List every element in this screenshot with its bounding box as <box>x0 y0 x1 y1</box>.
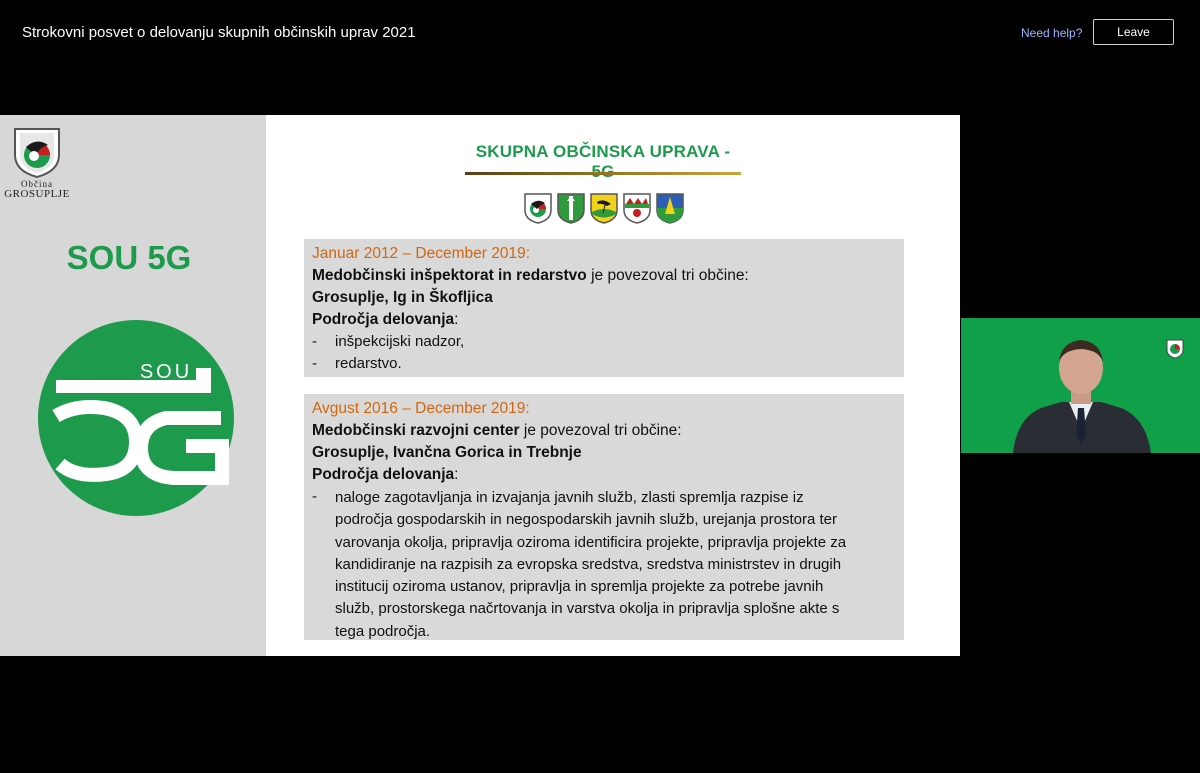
box2-areas-bold: Področja delovanja <box>312 466 455 483</box>
box1-areas-heading <box>312 311 458 329</box>
box1-line1-rest: je povezoval tri občine: <box>586 267 749 284</box>
paragraph-line: področja gospodarskih in negospodarskih javnih služb, urejanja prostora ter <box>335 511 837 529</box>
participant-video-tile[interactable] <box>961 318 1200 453</box>
need-help-link[interactable]: Need help? <box>1021 26 1083 40</box>
paragraph-line: tega področja. <box>335 622 431 640</box>
list-item: - redarstvo. <box>312 355 402 372</box>
box2-date-range: Avgust 2016 – December 2019: <box>312 400 530 417</box>
heading-underline <box>465 172 741 175</box>
box1-areas-colon: : <box>454 311 459 328</box>
list-item: - inšpekcijski nadzor, <box>312 333 465 350</box>
municipality-crests <box>523 192 685 224</box>
grosuplje-crest-icon <box>523 192 553 224</box>
box2-areas-colon: : <box>454 466 459 483</box>
info-box-razvojni-center <box>304 394 904 640</box>
paragraph-line: institucij oziroma ustanov, pripravlja in spremlja projekte za potrebe javnih <box>335 578 824 596</box>
box1-date-range: Januar 2012 – December 2019: <box>312 245 531 262</box>
speaker-video-icon <box>961 318 1200 453</box>
logo-line1: Občina <box>21 179 53 189</box>
skofljica-crest-icon <box>589 192 619 224</box>
box2-line1-bold: Medobčinski razvojni center <box>312 422 520 439</box>
leave-button[interactable]: Leave <box>1093 19 1174 45</box>
box1-bullet-text: inšpekcijski nadzor, <box>335 333 465 350</box>
box1-bullet-text: redarstvo. <box>335 355 402 372</box>
trebnje-crest-icon <box>655 192 685 224</box>
info-box-inspektorat <box>304 239 904 377</box>
slide-left-panel <box>0 115 266 656</box>
logo-wordmark <box>4 179 70 199</box>
meeting-top-bar <box>0 0 1200 64</box>
paragraph-line: kandidiranje na razpisih za evropska sredstva, sredstva ministrstev in drugih <box>335 555 842 573</box>
ig-crest-icon <box>556 192 586 224</box>
ivancna-gorica-crest-icon <box>622 192 652 224</box>
slide-heading: SKUPNA OBČINSKA UPRAVA - <box>475 142 731 161</box>
paragraph-line: naloge zagotavljanja in izvajanja javnih služb, zlasti spremlja razpise iz <box>335 489 804 506</box>
box2-line1-rest: je povezoval tri občine: <box>519 422 682 439</box>
sou-5g-logo <box>36 318 236 518</box>
shared-slide <box>0 115 960 656</box>
logo-line2: GROSUPLJE <box>4 188 70 200</box>
box1-line1-bold: Medobčinski inšpektorat in redarstvo <box>312 267 587 284</box>
grosuplje-crest-icon <box>12 125 62 179</box>
paragraph-line: služb, prostorskega načrtovanja in varstva okolja in pripravlja splošne akte s <box>335 600 840 618</box>
meeting-title: Strokovni posvet o delovanju skupnih občinskih uprav 2021 <box>22 24 416 41</box>
paragraph-line: varovanja okolja, pripravlja oziroma identificira projekte, pripravlja projekte za <box>335 533 847 551</box>
sou-logo-text: SOU <box>139 361 193 383</box>
box1-line1 <box>312 267 749 285</box>
box1-municipalities: Grosuplje, Ig in Škofljica <box>312 289 493 306</box>
box2-municipalities: Grosuplje, Ivančna Gorica in Trebnje <box>312 444 582 461</box>
box2-bullet-paragraph <box>335 487 901 643</box>
sou-title: SOU 5G <box>66 239 192 276</box>
box2-bullet-dash: - <box>312 488 317 505</box>
box2-areas-heading <box>312 466 458 484</box>
box1-areas-bold: Področja delovanja <box>312 311 455 328</box>
box2-line1 <box>312 422 682 440</box>
video-overlay-logo-icon <box>1166 339 1184 359</box>
